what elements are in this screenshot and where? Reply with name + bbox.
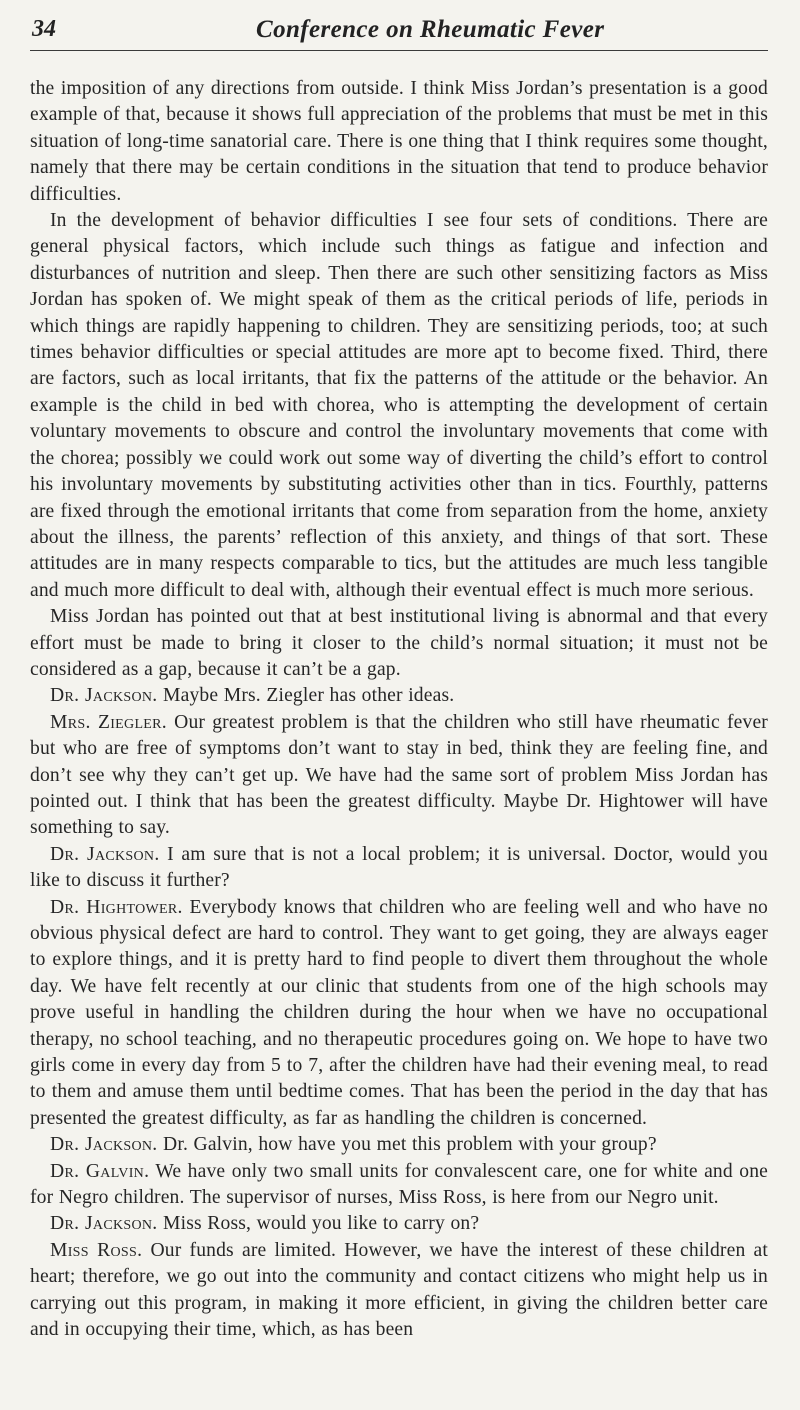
- speech-text: Miss Ross, would you like to carry on?: [163, 1213, 480, 1235]
- speaker-name: Dr. Hightower.: [50, 896, 183, 918]
- paragraph-text: the imposition of any directions from outside. I think Miss Jordan’s presentation is a good example of that, because it shows full appreciation of the problems that must be met in this situation of long-time sanatorial care. There is one thing that I think requires some thought, namely that there may be certain conditions in the situation that tend to produce behavior difficulties.: [30, 78, 768, 205]
- page-header: [30, 14, 768, 51]
- speech-paragraph: [30, 1159, 768, 1212]
- body-text: [30, 76, 768, 1344]
- speech-paragraph: [30, 683, 768, 709]
- speaker-name: Dr. Jackson.: [50, 1213, 158, 1235]
- running-head: Conference on Rheumatic Fever: [256, 16, 605, 43]
- document-page: [30, 0, 768, 1410]
- speech-text: Everybody knows that children who are feeling well and who have no obvious physical defect are hard to control. They want to get going, they are always eager to explore things, and it is pretty hard to find people to divert them throughout the whole day. We have felt recently at our clinic that students from one of the high schools may prove useful in handling the children during the hour when we have no occupational therapy, no school teaching, and no therapeutic procedures going on. We hope to have two girls come in every day from 5 to 7, after the children have had their evening meal, to read to them and amuse them until bedtime comes. That has been the period in the day that has presented the greatest difficulty, as far as handling the children is concerned.: [30, 896, 768, 1129]
- speech-paragraph: [30, 1238, 768, 1344]
- speaker-name: Dr. Jackson.: [50, 1134, 158, 1156]
- speech-text: Our funds are limited. However, we have the interest of these children at heart; therefore, we go out into the community and contact citizens who might help us in carrying out this program, in making it more efficient, in giving the children better care and in occupying their time, which, as has been: [30, 1239, 768, 1341]
- speech-text: Our greatest problem is that the children who still have rheumatic fever but who are free of symptoms don’t want to stay in bed, think they are feeling fine, and don’t see why they can’t get up. We have had the same sort of problem Miss Jordan has pointed out. I think that has been the greatest difficulty. Maybe Dr. Hightower will have something to say.: [30, 711, 768, 839]
- speech-text: Dr. Galvin, how have you met this problem with your group?: [163, 1134, 657, 1156]
- paragraph: [30, 604, 768, 683]
- paragraph: [30, 208, 768, 604]
- speech-paragraph: [30, 842, 768, 895]
- speech-text: I am sure that is not a local problem; it is universal. Doctor, would you like to discuss it further?: [30, 843, 768, 892]
- speaker-name: Dr. Galvin.: [50, 1160, 150, 1182]
- speaker-name: Miss Ross.: [50, 1239, 143, 1261]
- paragraph-text: In the development of behavior difficulties I see four sets of conditions. There are general physical factors, which include such things as fatigue and infection and disturbances of nutrition and sleep. Then there are such other sensitizing factors as Miss Jordan has spoken of. We might speak of them as the critical periods of life, periods in which things are rapidly happening to children. They are sensitizing periods, too; at such times behavior difficulties or special attitudes are more apt to become fixed. Third, there are factors, such as local irritants, that fix the patterns of the attitude or the behavior. An example is the child in bed with chorea, who is attempting the development of certain voluntary movements to obscure and control the involuntary movements that come with the chorea; possibly we could work out some way of diverting the child’s effort to control his involuntary movements by substituting activities other than in tics. Fourthly, patterns are fixed through the emotional irritants that come from separation from the home, anxiety about the illness, the parents’ reflection of this anxiety, and things of that sort. These attitudes are in many respects comparable to tics, but the attitudes are much less tangible and much more difficult to deal with, although their eventual effect is much more serious.: [30, 210, 768, 601]
- paragraph-text: Miss Jordan has pointed out that at best institutional living is abnormal and that every effort must be made to bring it closer to the child’s normal situation; it must not be considered as a gap, because it can’t be a gap.: [30, 606, 768, 680]
- page-number: 34: [32, 16, 56, 42]
- speech-paragraph: [30, 895, 768, 1133]
- speaker-name: Mrs. Ziegler.: [50, 711, 167, 733]
- speaker-name: Dr. Jackson.: [50, 685, 158, 707]
- speaker-name: Dr. Jackson.: [50, 843, 160, 865]
- paragraph-continuation: [30, 76, 768, 208]
- speech-paragraph: [30, 1211, 768, 1237]
- speech-paragraph: [30, 1132, 768, 1158]
- speech-text: We have only two small units for convalescent care, one for white and one for Negro children. The supervisor of nurses, Miss Ross, is here from our Negro unit.: [30, 1160, 768, 1209]
- speech-paragraph: [30, 710, 768, 842]
- speech-text: Maybe Mrs. Ziegler has other ideas.: [163, 685, 455, 707]
